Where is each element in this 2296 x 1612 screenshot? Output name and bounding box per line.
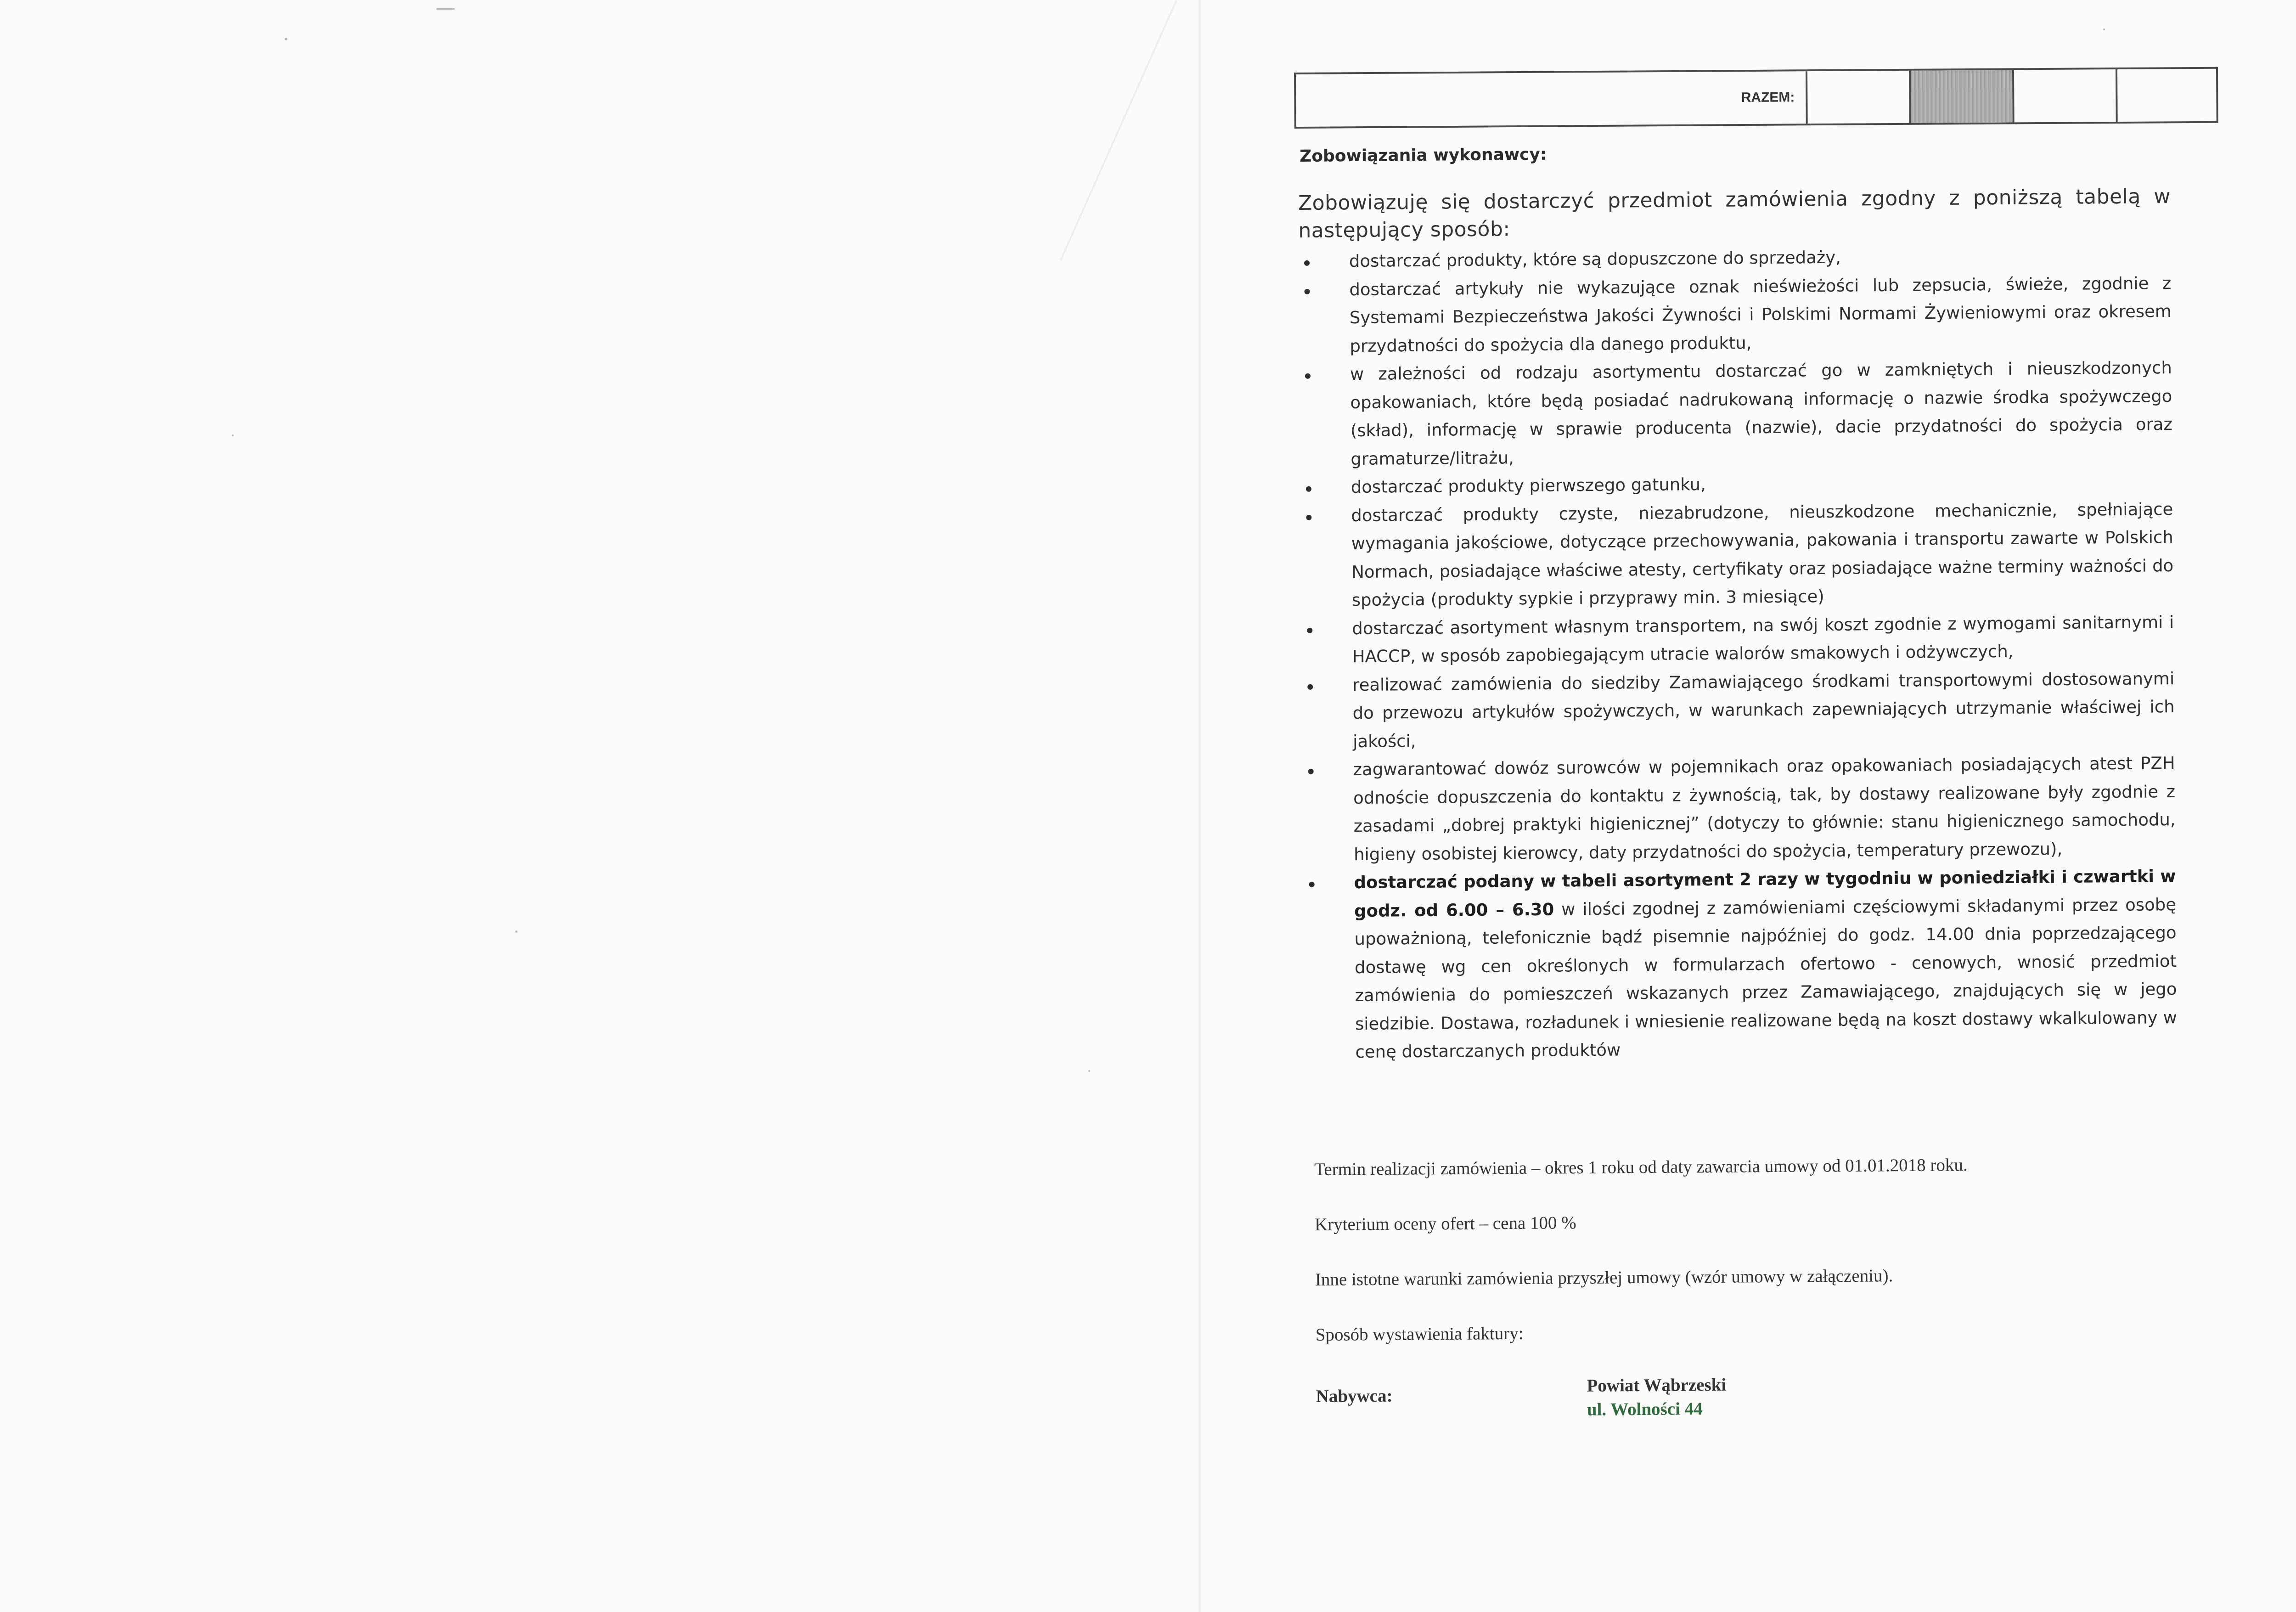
other-conditions: Inne istotne warunki zamówienia przyszłej umowy (wzór umowy w załączeniu). — [1315, 1266, 1893, 1290]
obligation-item: w zależności od rodzaju asortymentu dostarczać go w zamkniętych i nieuszkodzonych opakowaniach, które będą posiadać nadrukowaną informację o nazwie środka spożywczego (skład), informację w sprawie producenta (nazwie), dacie przydatności do spożycia oraz gramaturze/litrażu, — [1300, 354, 2173, 473]
scan-speck — [2103, 28, 2105, 30]
scan-speck — [232, 434, 234, 436]
summary-cell — [2116, 69, 2217, 122]
obligations-intro: Zobowiązuję się dostarczyć przedmiot zamówienia zgodny z poniższą tabelą w następujący sposób: — [1298, 185, 2171, 242]
scan-speck — [515, 930, 518, 933]
obligation-item: dostarczać produkty czyste, niezabrudzone, nieuszkodzone mechanicznie, spełniające wymagania jakościowe, dotyczące przechowywania, pakowania i transportu zawarte w Polskich Normach, posiadające właściwe atesty, certyfikaty oraz posiadające ważne terminy ważności do spożycia (produkty sypkie i przyprawy min. 3 miesiące) — [1300, 495, 2174, 615]
summary-cell — [1806, 71, 1909, 124]
buyer-info — [1587, 1373, 1726, 1422]
obligations-section — [1298, 140, 2178, 1066]
summary-cell-shaded — [1909, 70, 2013, 123]
scan-speck — [1088, 1070, 1090, 1072]
buyer-address: ul. Wolności 44 — [1587, 1399, 1703, 1420]
obligation-item-delivery-schedule — [1303, 862, 2177, 1066]
evaluation-criterion: Kryterium oceny ofert – cena 100 % — [1314, 1213, 1576, 1234]
obligations-list — [1299, 241, 2178, 1066]
obligation-item: realizować zamówienia do siedziby Zamawiającego środkami transportowymi dostosowanymi do przewozu artykułów spożywczych, w warunkach zapewniających utrzymanie właściwej ich jakości, — [1302, 665, 2175, 756]
buyer-label: Nabywca: — [1316, 1386, 1393, 1406]
obligation-item: zagwarantować dowóz surowców w pojemnikach oraz opakowaniach posiadających atest PZH odnoście dopuszczenia do kontaktu z żywnością, tak, by dostawy realizowane były zgodnie z zasadami „dobrej praktyki higienicznej” (dotyczy to głównie: stanu higienicznego samochodu, higieny osobistej kierowcy, daty przydatności do spożycia, temperatury przewozu), — [1302, 749, 2176, 869]
summary-cell — [2012, 69, 2116, 122]
summary-table-row — [1294, 67, 2218, 129]
delivery-schedule-text: w ilości zgodnej z zamówieniami częściowymi składanymi przez osobę upoważnioną, telefonicznie bądź pisemnie najpóźniej do godz. 14.00 dnia poprzedzającego dostawę wg cen określonych w formularzach ofertowo - cenowych, wnosić przedmiot zamówienia do pomieszczeń wskazanych przez Zamawiającego, znajdujących się w jego siedzibie. Dostawa, rozładunek i wniesienie realizowane będą na koszt dostawy wkalkulowany w cenę dostarczanych produktów — [1354, 894, 2178, 1062]
scan-speck — [285, 38, 287, 40]
obligation-item: dostarczać asortyment własnym transportem, na swój koszt zgodnie z wymogami sanitarnymi i HACCP, w sposób zapobiegającym utracie walorów smakowych i odżywczych, — [1301, 608, 2174, 671]
buyer-block — [1316, 1370, 2189, 1424]
paper-fold-line — [1199, 0, 1201, 1612]
completion-deadline: Termin realizacji zamówienia – okres 1 roku od daty zawarcia umowy od 01.01.2018 roku. — [1314, 1155, 1968, 1179]
obligation-item: dostarczać produkty, które są dopuszczone do sprzedaży, — [1299, 241, 2171, 276]
paper-crease — [1060, 0, 1177, 261]
terms-section — [1314, 1150, 2189, 1424]
obligation-item: dostarczać artykuły nie wykazujące oznak nieświeżości lub zepsucia, świeże, zgodnie z Systemami Bezpieczeństwa Jakości Żywności i Polskimi Normami Żywieniowymi oraz okresem przydatności do spożycia dla danego produktu, — [1299, 269, 2172, 361]
buyer-name: Powiat Wąbrzeski — [1587, 1375, 1727, 1396]
summary-label: RAZEM: — [1741, 90, 1795, 106]
delivery-schedule-bold: dostarczać podany w tabeli asortyment 2 razy w tygodniu w poniedziałki i czwartki w godz. od 6.00 – 6.30 — [1354, 866, 2176, 921]
obligations-heading: Zobowiązania wykonawcy: — [1299, 145, 1547, 166]
invoice-heading: Sposób wystawienia faktury: — [1315, 1323, 1524, 1345]
obligation-item: dostarczać produkty pierwszego gatunku, — [1300, 467, 2173, 502]
scan-speck — [436, 8, 455, 10]
